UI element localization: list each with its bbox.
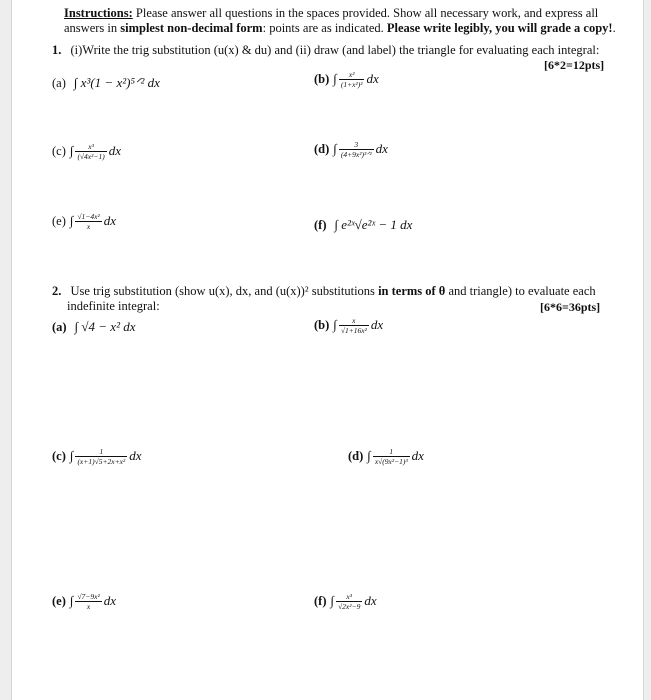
q2-prompt-b: and triangle) to evaluate each <box>445 284 596 298</box>
q2-number: 2. <box>52 284 62 298</box>
q2-prompt-emph: in terms of θ <box>378 284 446 298</box>
q1-item-c-dx: dx <box>108 143 121 159</box>
q2-item-c-dx: dx <box>129 448 142 464</box>
q1-item-a-label: (a) <box>52 76 66 90</box>
instructions-emph-b: Please write legibly, you will grade a copy! <box>386 21 613 35</box>
q2-item-f-num: x³ <box>336 592 362 602</box>
q1-item-b-den: (1+x²)² <box>340 80 363 89</box>
q1-item-e-dx: dx <box>103 213 116 229</box>
q2-item-c-frac <box>75 447 127 466</box>
q1-item-d-label: (d) <box>314 142 330 157</box>
q2-item-b <box>314 316 383 335</box>
q2-item-d <box>348 447 424 466</box>
q1-item-d-dx: dx <box>375 141 388 157</box>
q1-item-e-int: ∫ <box>69 213 74 229</box>
q1-item-d-num: 3 <box>339 140 374 150</box>
q2-item-e-frac <box>75 592 101 611</box>
q1-item-c-frac <box>75 142 106 161</box>
q1-item-b-num: x² <box>339 70 365 80</box>
q2-item-d-label: (d) <box>348 449 364 464</box>
q1-prompt-text: (i)Write the trig substitution (u(x) & du) and (ii) draw (and label) the triangle for evaluating each integral: <box>70 43 600 57</box>
q2-item-c-label: (c) <box>52 449 66 464</box>
q1-item-c-label: (c) <box>52 144 66 159</box>
q1-item-e <box>52 212 116 231</box>
q2-item-a-expr: ∫ √4 − x² dx <box>74 319 136 334</box>
q1-item-f-expr: ∫ e²ˣ√e²ˣ − 1 dx <box>334 217 413 232</box>
q2-item-e <box>52 592 116 611</box>
q2-prompt-line2: indefinite integral: <box>67 299 160 313</box>
q1-item-c <box>52 142 121 161</box>
q2-item-a-label: (a) <box>52 320 67 334</box>
q2-item-e-label: (e) <box>52 594 66 609</box>
q1-item-d <box>314 140 388 159</box>
q2-item-c-den: (x+1)√5+2x+x² <box>77 457 126 466</box>
q2-item-f-label: (f) <box>314 594 327 609</box>
q2-points: [6*6=36pts] <box>540 300 601 314</box>
q1-item-b-label: (b) <box>314 72 330 87</box>
instructions-text-a: Please answer all questions in the spaces provided. Show all necessary work, and express all answers in <box>64 6 599 35</box>
q2-item-e-dx: dx <box>103 593 116 609</box>
q2-item-d-dx: dx <box>411 448 424 464</box>
q2-item-f <box>314 592 377 611</box>
q1-item-c-den: (√4x²−1) <box>77 152 105 161</box>
q2-item-e-num: √7−9x² <box>77 592 100 601</box>
q1-item-e-num: √1−4x² <box>77 212 100 221</box>
q2-prompt <box>52 284 596 299</box>
q2-item-d-frac <box>373 447 410 466</box>
instructions <box>64 6 624 36</box>
q1-prompt <box>52 43 599 58</box>
q2-item-a <box>52 318 135 336</box>
q1-item-f-label: (f) <box>314 218 327 232</box>
instructions-text-c: . <box>612 21 616 35</box>
q2-item-b-num: x <box>339 316 369 326</box>
instructions-text-b: : points are as indicated. <box>262 21 387 35</box>
q1-item-c-int: ∫ <box>69 143 74 159</box>
q2-item-d-den: x√(9x²−1)³ <box>374 457 408 466</box>
q1-item-c-num: x³ <box>75 142 106 152</box>
q1-item-d-frac <box>339 140 374 159</box>
q2-item-f-dx: dx <box>364 593 377 609</box>
q1-item-e-frac <box>75 212 101 231</box>
q2-item-b-label: (b) <box>314 318 330 333</box>
q2-item-b-dx: dx <box>370 317 384 333</box>
q2-item-e-den: x <box>86 602 91 611</box>
q1-item-b-int: ∫ <box>333 71 337 87</box>
instructions-heading: Instructions: <box>64 6 133 20</box>
worksheet-page <box>11 0 644 700</box>
q1-item-b <box>314 70 379 89</box>
q2-item-c-int: ∫ <box>69 448 74 464</box>
q1-item-d-int: ∫ <box>333 141 337 157</box>
q2-item-c <box>52 447 142 466</box>
q1-item-e-label: (e) <box>52 214 66 229</box>
q2-item-f-frac <box>336 592 362 611</box>
q2-item-f-int: ∫ <box>330 593 335 609</box>
q1-item-b-frac <box>339 70 365 89</box>
q1-item-e-den: x <box>86 222 91 231</box>
q1-item-b-dx: dx <box>366 71 379 87</box>
q1-item-a <box>52 74 160 92</box>
q1-number: 1. <box>52 43 62 57</box>
q2-item-b-den: √1+16x² <box>340 326 367 335</box>
q2-item-b-int: ∫ <box>333 317 337 333</box>
q1-item-a-expr: ∫ x³(1 − x²)⁵ᐟ² dx <box>73 75 160 90</box>
q1-item-d-den: (4+9x²)³ᐟ² <box>340 150 372 159</box>
q2-item-c-num: 1 <box>75 447 127 457</box>
q1-item-f <box>314 216 412 234</box>
q2-prompt-a: Use trig substitution (show u(x), dx, and (u(x))² substitutions <box>70 284 379 298</box>
q2-item-f-den: √2x²−9 <box>338 602 361 611</box>
instructions-emph-a: simplest non-decimal form <box>120 21 263 35</box>
q1-points: [6*2=12pts] <box>544 58 605 72</box>
q2-item-d-num: 1 <box>373 447 410 457</box>
q2-item-b-frac <box>339 316 369 335</box>
q2-item-e-int: ∫ <box>69 593 74 609</box>
q2-item-d-int: ∫ <box>367 448 371 464</box>
